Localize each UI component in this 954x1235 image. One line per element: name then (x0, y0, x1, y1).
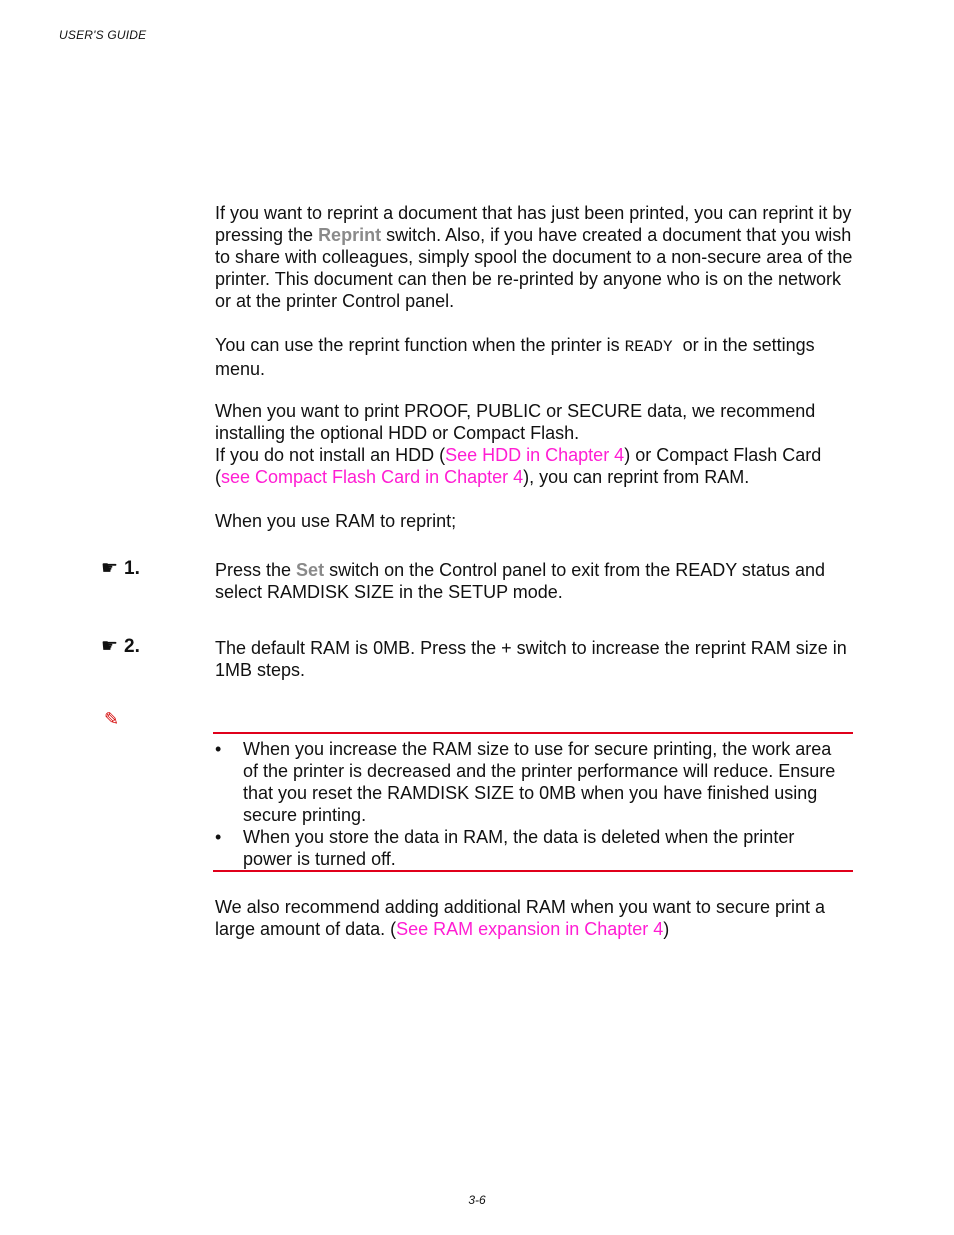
step-2-marker (101, 636, 140, 658)
storage-recommend-text: When you want to print PROOF, PUBLIC or SECURE data, we recommend installing the optional HDD or Compact Flash. (215, 401, 816, 443)
reprint-switch-label: Reprint (318, 225, 382, 245)
pointing-hand-icon: ☛ (101, 558, 119, 579)
page-number: 3-6 (468, 1193, 486, 1207)
note-top-rule (213, 732, 853, 734)
closing-paragraph (215, 896, 855, 940)
storage-text-b: ) or Compact Flash Card ( (215, 445, 822, 487)
storage-text-c: ), you can reprint from RAM. (523, 467, 750, 487)
note-bullet-item (215, 738, 845, 826)
bullet-dot: • (215, 739, 222, 759)
compact-flash-chapter-link[interactable]: see Compact Flash Card in Chapter 4 (221, 467, 524, 487)
closing-text-b: ) (663, 919, 670, 939)
intro-text: If you want to reprint a document that has just been printed, you can reprint it by pressing the (215, 203, 852, 245)
storage-paragraph (215, 400, 855, 488)
note-bullet-text: When you store the data in RAM, the data is deleted when the printer power is turned off. (243, 827, 795, 869)
step-1-text (215, 559, 855, 603)
hdd-chapter-link[interactable]: See HDD in Chapter 4 (445, 445, 625, 465)
closing-text-a: We also recommend adding additional RAM when you want to secure print a large amount of data. ( (215, 897, 825, 939)
ready-text: You can use the reprint function when the printer is (215, 335, 625, 355)
ram-reprint-intro: When you use RAM to reprint; (215, 511, 457, 531)
set-switch-label: Set (296, 560, 325, 580)
storage-alternative-text (215, 444, 855, 488)
intro-text-cont: switch. Also, if you have created a document that you wish to share with colleagues, simply spool the document to a non-secure area of the printer. This document can then be re-printed by anyone who is on the network or at the printer Control panel. (215, 225, 853, 311)
ram-expansion-chapter-link[interactable]: See RAM expansion in Chapter 4 (396, 919, 664, 939)
bullet-dot: • (215, 827, 222, 847)
step-1-marker (101, 558, 140, 580)
ready-paragraph (215, 334, 855, 380)
note-bullet-list (215, 738, 845, 870)
running-header: USER'S GUIDE (59, 28, 147, 42)
step-2-number: 2. (124, 636, 140, 657)
ready-text-cont: or in the settings menu. (215, 335, 820, 379)
ready-status-code: READY (624, 338, 673, 356)
pointing-hand-icon: ☛ (101, 636, 119, 657)
storage-text-a: If you do not install an HDD ( (215, 445, 446, 465)
step-1-text-a: Press the (215, 560, 297, 580)
intro-paragraph (215, 202, 855, 312)
step-1-number: 1. (124, 558, 140, 579)
step-2-text: The default RAM is 0MB. Press the + switch to increase the reprint RAM size in 1MB steps. (215, 638, 847, 680)
note-bullet-item (215, 826, 845, 870)
note-bottom-rule (213, 870, 853, 872)
step-1-text-b: switch on the Control panel to exit from the READY status and select RAMDISK SIZE in the SETUP mode. (215, 560, 825, 602)
note-bullet-text: When you increase the RAM size to use for secure printing, the work area of the printer is decreased and the printer performance will reduce. Ensure that you reset the RAMDISK SIZE to 0MB when you have finished using secure printing. (243, 739, 836, 825)
note-pencil-icon: ✎ (104, 709, 120, 729)
